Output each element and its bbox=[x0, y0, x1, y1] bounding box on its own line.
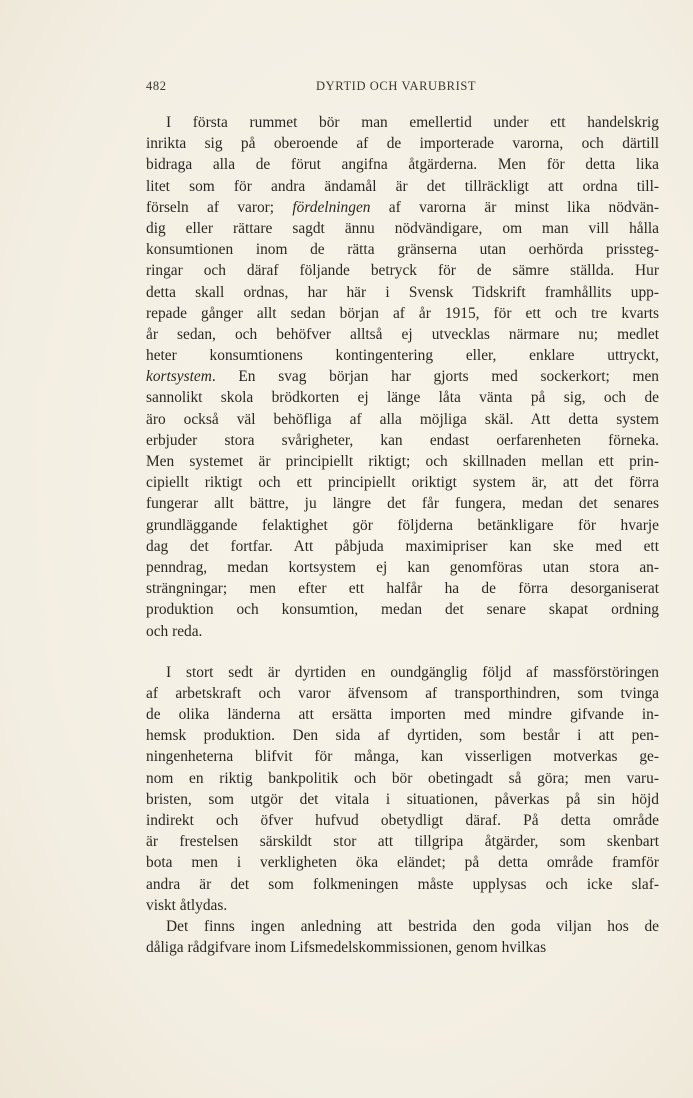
text-line: bota men i verkligheten öka eländet; på detta område framför bbox=[146, 854, 659, 872]
paragraph bbox=[146, 662, 659, 916]
text-line: viskt åtlydas. bbox=[146, 896, 228, 914]
paragraph bbox=[146, 112, 659, 642]
text-line: andra är det som folkmeningen måste upplysas och icke slaf- bbox=[146, 875, 659, 893]
text-line: bristen, som utgör det vitala i situationen, påverkas på sin höjd bbox=[146, 790, 659, 808]
body-text bbox=[146, 112, 659, 958]
text-line: Men systemet är principiellt riktigt; och skillnaden mellan ett prin- bbox=[146, 453, 659, 470]
italic-term: kortsystem bbox=[146, 368, 212, 386]
text-line: år sedan, och behöfver alltså ej utvecklas närmare nu; medlet bbox=[146, 325, 659, 343]
page-header bbox=[146, 79, 659, 97]
text-line: ringar och däraf följande betryck för de sämre ställda. Hur bbox=[146, 262, 659, 280]
text-line: nom en riktig bankpolitik och bör obetingadt så göra; men varu- bbox=[146, 769, 659, 787]
text-line: I stort sedt är dyrtiden en oundgänglig följd af massförstöringen bbox=[166, 663, 659, 681]
text-line: konsumtionen inom de rätta gränserna utan oerhörda prissteg- bbox=[146, 241, 659, 259]
text-line: strängningar; men efter ett halfår ha de förra desorganiserat bbox=[146, 580, 659, 598]
text-line: äro också väl behöfliga af alla möjliga skäl. Att detta system bbox=[146, 410, 659, 428]
text-line: I första rummet bör man emellertid under ett handelskrig bbox=[166, 114, 659, 131]
text-line: heter konsumtionens kontingentering eller, enklare uttryckt, bbox=[146, 347, 659, 365]
text-line: ningenheterna blifvit för många, kan visserligen motverkas ge- bbox=[146, 748, 659, 766]
text-run: förseln af varor; bbox=[146, 198, 293, 216]
text-line: hemsk produktion. Den sida af dyrtiden, som består i att pen- bbox=[146, 727, 659, 745]
text-line: och reda. bbox=[146, 622, 203, 640]
text-line: litet som för andra ändamål är det tillräckligt att ordna till- bbox=[146, 177, 659, 195]
text-line: detta skall ordnas, har här i Svensk Tidskrift framhållits upp- bbox=[146, 283, 659, 301]
text-line: af arbetskraft och varor äfvensom af transporthindren, som tvinga bbox=[146, 684, 659, 702]
text-line: de olika länderna att ersätta importen med mindre gifvande in- bbox=[146, 706, 659, 724]
text-line: Det finns ingen anledning att bestrida den goda viljan hos de bbox=[166, 917, 659, 935]
paragraph bbox=[146, 916, 659, 958]
text-run: af varorna är minst lika nödvän- bbox=[370, 198, 659, 216]
text-line: cipiellt riktigt och ett principiellt oriktigt system är, att det förra bbox=[146, 474, 659, 492]
text-line bbox=[146, 197, 659, 218]
text-line: repade gånger allt sedan början af år 1915, för ett och tre kvarts bbox=[146, 304, 659, 322]
text-line: grundläggande felaktighet gör följderna betänkligare för hvarje bbox=[146, 516, 659, 534]
text-line: indirekt och öfver hufvud obetydligt däraf. På detta område bbox=[146, 812, 659, 829]
text-line: sannolikt skola brödkorten ej länge låta vänta på sig, och de bbox=[146, 389, 659, 407]
text-line: produktion och konsumtion, medan det senare skapat ordning bbox=[146, 601, 659, 619]
text-line: fungerar allt bättre, ju längre det får fungera, medan det senares bbox=[146, 495, 659, 513]
text-line: penndrag, medan kortsystem ej kan genomföras utan stora an- bbox=[146, 558, 659, 576]
text-line: erbjuder stora svårigheter, kan endast oerfarenheten förneka. bbox=[146, 431, 659, 449]
paragraph-gap bbox=[146, 642, 659, 662]
running-head: DYRTID OCH VARUBRIST bbox=[316, 79, 477, 93]
text-line: dag det fortfar. Att påbjuda maximipriser kan ske med ett bbox=[146, 537, 659, 555]
text-line: inrikta sig på oberoende af de importerade varorna, och därtill bbox=[146, 135, 659, 153]
text-line bbox=[146, 366, 659, 387]
page-number: 482 bbox=[146, 79, 167, 93]
text-line: dig eller rättare sagdt ännu nödvändigare, om man vill hålla bbox=[146, 219, 659, 237]
text-line: är frestelsen särskildt stor att tillgripa åtgärder, som skenbart bbox=[146, 833, 659, 851]
text-line: bidraga alla de förut angifna åtgärderna. Men för detta lika bbox=[146, 156, 659, 174]
italic-term: fördelningen bbox=[292, 198, 371, 216]
text-line: dåliga rådgifvare inom Lifsmedelskommissionen, genom hvilkas bbox=[146, 939, 547, 957]
text-run: . En svag början har gjorts med sockerkort; men bbox=[211, 368, 659, 386]
